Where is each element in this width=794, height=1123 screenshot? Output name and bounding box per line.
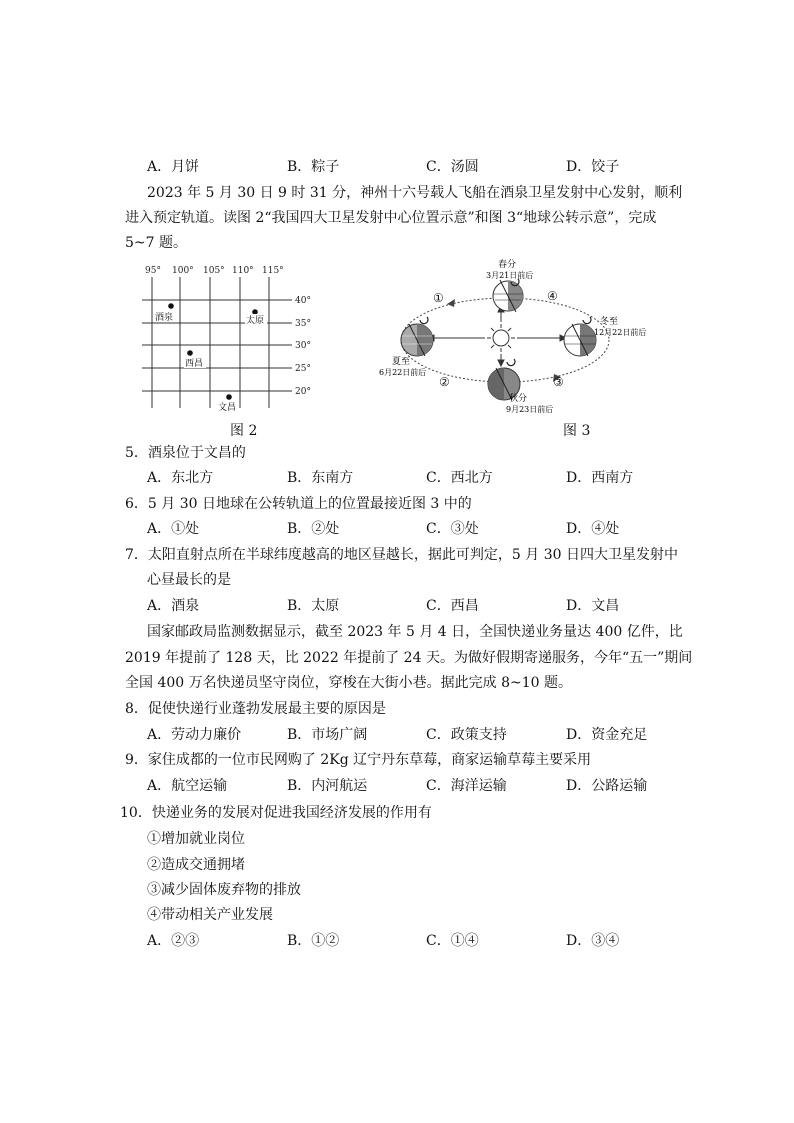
- earth-winter-icon: [564, 324, 596, 356]
- q4-option-a: A．月饼: [147, 159, 200, 175]
- lat-label-40: 40°: [295, 296, 311, 306]
- q8-option-d: D．资金充足: [566, 727, 648, 743]
- spring-date: 3月21日前后: [486, 271, 534, 280]
- lon-label-105: 105°: [203, 266, 225, 276]
- q7-stem-line1: 7．太阳直射点所在半球纬度越高的地区昼越长，据此可判定，5 月 30 日四大卫星发射中: [125, 547, 678, 563]
- q10-option-d: D．③④: [566, 933, 620, 949]
- q10-stem: 10．快递业务的发展对促进我国经济发展的作用有: [120, 805, 432, 821]
- taiyuan-dot: [252, 309, 258, 315]
- sun-icon: [487, 324, 515, 352]
- q10-option-c: C．①④: [426, 933, 479, 949]
- figure3-caption: 图 3: [563, 423, 591, 439]
- passage1-line1: 2023 年 5 月 30 日 9 时 31 分，神州十六号载人飞船在酒泉卫星发射中心发射，顺利: [147, 185, 683, 201]
- q10-option-a: A．②③: [147, 933, 200, 949]
- q7-option-a: A．酒泉: [147, 598, 200, 614]
- marker-3: ③: [553, 375, 564, 389]
- passage2-line2: 2019 年提前了 128 天，比 2022 年提前了 24 天。为做好假期寄递服务，今年“五一”期间: [125, 650, 693, 666]
- lon-label-115: 115°: [262, 266, 284, 276]
- marker-4: ④: [547, 289, 558, 303]
- lat-label-35: 35°: [295, 319, 311, 329]
- q8-option-a: A．劳动力廉价: [147, 727, 242, 743]
- q9-option-a: A．航空运输: [147, 778, 228, 794]
- q10-option-b: B．①②: [287, 933, 340, 949]
- q9-option-c: C．海洋运输: [426, 778, 507, 794]
- q8-option-b: B．市场广阔: [287, 727, 368, 743]
- marker-1: ①: [433, 291, 444, 305]
- q5-option-a: A．东北方: [147, 470, 214, 486]
- lon-label-100: 100°: [172, 266, 194, 276]
- earth-summer-icon: [401, 324, 433, 356]
- lat-label-25: 25°: [295, 364, 311, 374]
- q4-option-b: B．粽子: [287, 159, 340, 175]
- xichang-dot: [187, 350, 193, 356]
- figure2-caption: 图 2: [230, 423, 258, 439]
- q9-stem: 9．家住成都的一位市民网购了 2Kg 辽宁丹东草莓，商家运输草莓主要采用: [125, 752, 592, 768]
- q4-option-d: D．饺子: [566, 159, 620, 175]
- q7-stem-line2: 心昼最长的是: [147, 572, 231, 588]
- q6-option-b: B．②处: [287, 521, 340, 537]
- lon-label-110: 110°: [232, 266, 254, 276]
- marker-2: ②: [439, 375, 450, 389]
- q5-option-b: B．东南方: [287, 470, 354, 486]
- summer-date: 6月22日前后: [379, 368, 427, 377]
- q10-item-2: ②造成交通拥堵: [147, 857, 245, 873]
- q10-item-4: ④带动相关产业发展: [147, 907, 273, 923]
- summer-label: 夏至: [392, 357, 411, 367]
- lat-label-20: 20°: [295, 387, 311, 397]
- q9-option-b: B．内河航运: [287, 778, 368, 794]
- passage1-line2: 进入预定轨道。读图 2“我国四大卫星发射中心位置示意”和图 3“地球公转示意”，完成: [125, 210, 657, 226]
- earth-spring-icon: [493, 280, 523, 312]
- wenchang-dot: [226, 394, 232, 400]
- q8-option-c: C．政策支持: [426, 727, 507, 743]
- city-label-taiyuan: 太原: [246, 316, 265, 326]
- q9-option-d: D．公路运输: [566, 778, 648, 794]
- passage2-line1: 国家邮政局监测数据显示，截至 2023 年 5 月 4 日，全国快递业务量达 400 亿件，比: [147, 624, 683, 640]
- winter-date: 12月22日前后: [594, 328, 647, 337]
- q7-option-d: D．文昌: [566, 598, 620, 614]
- q6-option-d: D．④处: [566, 521, 620, 537]
- q5-option-d: D．西南方: [566, 470, 634, 486]
- figure2-map: [140, 262, 320, 412]
- winter-label: 冬至: [600, 317, 619, 327]
- q6-option-a: A．①处: [147, 521, 200, 537]
- q5-stem: 5．酒泉位于文昌的: [125, 445, 246, 461]
- autumn-label: 秋分: [509, 394, 528, 404]
- city-label-xichang: 西昌: [185, 359, 204, 369]
- lon-label-95: 95°: [145, 266, 161, 276]
- lat-label-30: 30°: [295, 341, 311, 351]
- figure3-orbit: [379, 258, 665, 416]
- map-grid: [142, 277, 292, 408]
- city-label-jiuquan: 酒泉: [155, 313, 174, 323]
- q8-stem: 8．促使快递行业蓬勃发展最主要的原因是: [125, 701, 386, 717]
- spring-label: 春分: [498, 260, 517, 270]
- q5-option-c: C．西北方: [426, 470, 493, 486]
- q7-option-c: C．西昌: [426, 598, 479, 614]
- q6-option-c: C．③处: [426, 521, 479, 537]
- city-label-wenchang: 文昌: [218, 403, 237, 413]
- q4-option-c: C．汤圆: [426, 159, 479, 175]
- passage2-line3: 全国 400 万名快递员坚守岗位，穿梭在大街小巷。据此完成 8~10 题。: [125, 675, 572, 691]
- autumn-date: 9月23日前后: [506, 405, 554, 414]
- q7-option-b: B．太原: [287, 598, 340, 614]
- q10-item-3: ③减少固体废弃物的排放: [147, 882, 301, 898]
- q10-item-1: ①增加就业岗位: [147, 831, 245, 847]
- jiuquan-dot: [168, 303, 174, 309]
- passage1-line3: 5~7 题。: [125, 235, 187, 251]
- q6-stem: 6．5 月 30 日地球在公转轨道上的位置最接近图 3 中的: [125, 496, 472, 512]
